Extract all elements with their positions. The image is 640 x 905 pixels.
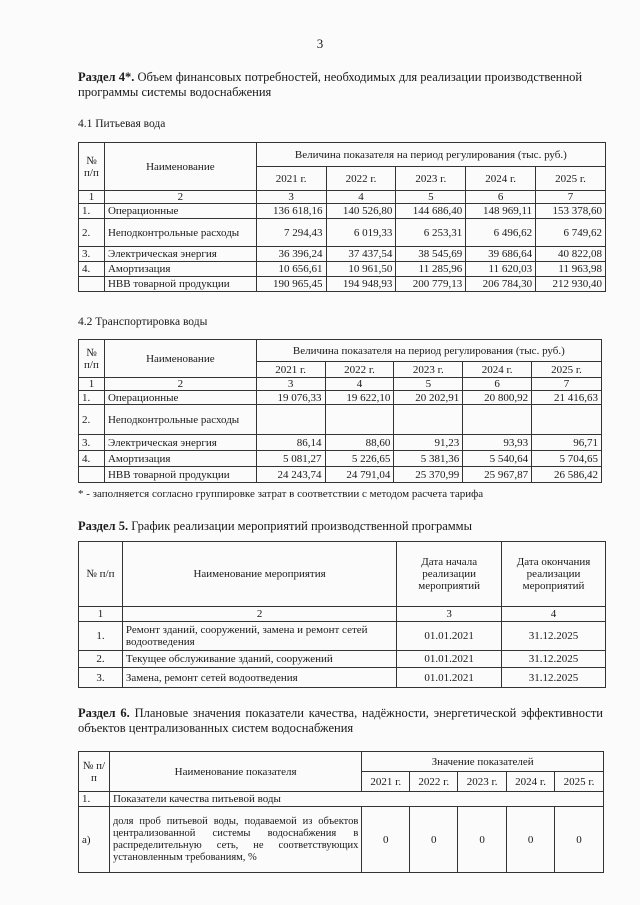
- row-number: 1.: [79, 622, 123, 651]
- row-number: 2.: [79, 651, 123, 668]
- row-name: Электрическая энергия: [104, 435, 256, 451]
- value-cell: 5 081,27: [256, 451, 325, 467]
- row-number: [79, 277, 105, 292]
- value-cell: 0: [507, 807, 555, 873]
- year-cell: 2025 г.: [532, 362, 602, 378]
- row-number: 3.: [79, 435, 105, 451]
- col-value-header: Величина показателя на период регулирования (тыс. руб.): [256, 340, 601, 362]
- value-cell: 39 686,64: [466, 247, 536, 262]
- value-cell: 7 294,43: [256, 219, 326, 247]
- value-cell: 25 370,99: [394, 467, 463, 483]
- col-value-header: Значение показателей: [362, 752, 604, 772]
- index-cell: 3: [397, 607, 502, 622]
- value-cell: [256, 405, 325, 435]
- value-cell: 11 620,03: [466, 262, 536, 277]
- row-number: 2.: [79, 405, 105, 435]
- value-cell: 40 822,08: [536, 247, 606, 262]
- section-4-label: Раздел 4*.: [78, 70, 135, 84]
- section-6-label: Раздел 6.: [78, 706, 130, 720]
- total-row: [79, 277, 606, 292]
- year-cell: 2024 г.: [463, 362, 532, 378]
- table-4-2: [78, 339, 602, 483]
- row-name: Операционные: [104, 391, 256, 405]
- table-row: [79, 391, 602, 405]
- section-4-title: Объем финансовых потребностей, необходимых для реализации производственной программы системы водоснабжения: [78, 70, 583, 99]
- section-6-heading: [78, 706, 603, 736]
- year-cell: 2023 г.: [394, 362, 463, 378]
- value-cell: [463, 405, 532, 435]
- table-row: [79, 668, 606, 688]
- table-row: [79, 807, 604, 873]
- row-name: Амортизация: [104, 262, 256, 277]
- row-number: 3.: [79, 668, 123, 688]
- value-cell: 0: [410, 807, 458, 873]
- col-num-header: № п/п: [79, 752, 110, 792]
- index-cell: 3: [256, 378, 325, 391]
- table-4-2-title: 4.2 Транспортировка воды: [78, 316, 208, 328]
- value-cell: 93,93: [463, 435, 532, 451]
- value-cell: 26 586,42: [532, 467, 602, 483]
- row-name: Электрическая энергия: [104, 247, 256, 262]
- year-cell: 2021 г.: [256, 362, 325, 378]
- index-cell: 4: [326, 191, 396, 204]
- row-name: Операционные: [104, 204, 256, 219]
- year-cell: 2022 г.: [410, 772, 458, 792]
- year-cell: 2025 г.: [555, 772, 604, 792]
- end-date: 31.12.2025: [502, 651, 606, 668]
- index-row: [79, 607, 606, 622]
- table-4-1: [78, 142, 606, 292]
- col-start-header: Дата начала реализации мероприятий: [397, 542, 502, 607]
- row-name: НВВ товарной продукции: [104, 277, 256, 292]
- value-cell: 0: [362, 807, 410, 873]
- section-5-title: График реализации мероприятий производственной программы: [131, 519, 472, 533]
- year-cell: 2021 г.: [256, 167, 326, 191]
- value-cell: 24 791,04: [325, 467, 394, 483]
- col-name-header: Наименование: [104, 340, 256, 378]
- index-cell: 7: [536, 191, 606, 204]
- index-cell: 7: [532, 378, 602, 391]
- row-number: 3.: [79, 247, 105, 262]
- index-cell: 6: [466, 191, 536, 204]
- index-cell: 2: [122, 607, 396, 622]
- value-cell: 0: [458, 807, 507, 873]
- year-cell: 2024 г.: [466, 167, 536, 191]
- table-row: [79, 247, 606, 262]
- section-4-heading: [78, 70, 588, 100]
- row-name: Ремонт зданий, сооружений, замена и ремонт сетей водоотведения: [122, 622, 396, 651]
- table-4-1-title: 4.1 Питьевая вода: [78, 118, 166, 130]
- value-cell: [394, 405, 463, 435]
- total-row: [79, 467, 602, 483]
- value-cell: 37 437,54: [326, 247, 396, 262]
- value-cell: 20 800,92: [463, 391, 532, 405]
- col-num-header: № п/п: [79, 542, 123, 607]
- col-num-header: № п/п: [79, 340, 105, 378]
- table-row: [79, 204, 606, 219]
- value-cell: 25 967,87: [463, 467, 532, 483]
- year-cell: 2025 г.: [536, 167, 606, 191]
- value-cell: 19 076,33: [256, 391, 325, 405]
- row-number: 4.: [79, 451, 105, 467]
- value-cell: 11 285,96: [396, 262, 466, 277]
- page-number: 3: [316, 36, 324, 51]
- row-number: а): [79, 807, 110, 873]
- value-cell: 86,14: [256, 435, 325, 451]
- value-cell: 5 226,65: [325, 451, 394, 467]
- value-cell: 5 540,64: [463, 451, 532, 467]
- value-cell: 24 243,74: [256, 467, 325, 483]
- table-row: [79, 622, 606, 651]
- value-cell: 144 686,40: [396, 204, 466, 219]
- value-cell: 88,60: [325, 435, 394, 451]
- value-cell: 20 202,91: [394, 391, 463, 405]
- value-cell: 6 749,62: [536, 219, 606, 247]
- value-cell: 5 704,65: [532, 451, 602, 467]
- value-cell: 206 784,30: [466, 277, 536, 292]
- footnote: * - заполняется согласно группировке затрат в соответствии с методом расчета тарифа: [78, 488, 484, 500]
- year-cell: 2024 г.: [507, 772, 555, 792]
- year-cell: 2023 г.: [458, 772, 507, 792]
- group-row: [79, 792, 604, 807]
- value-cell: 10 656,61: [256, 262, 326, 277]
- value-cell: [532, 405, 602, 435]
- value-cell: 212 930,40: [536, 277, 606, 292]
- table-row: [79, 435, 602, 451]
- col-name-header: Наименование показателя: [109, 752, 361, 792]
- year-cell: 2021 г.: [362, 772, 410, 792]
- value-cell: 91,23: [394, 435, 463, 451]
- year-cell: 2023 г.: [396, 167, 466, 191]
- section-5-heading: [78, 519, 598, 534]
- value-cell: 153 378,60: [536, 204, 606, 219]
- start-date: 01.01.2021: [397, 622, 502, 651]
- start-date: 01.01.2021: [397, 651, 502, 668]
- index-row: [79, 191, 606, 204]
- table-row: [79, 451, 602, 467]
- year-cell: 2022 г.: [325, 362, 394, 378]
- year-cell: 2022 г.: [326, 167, 396, 191]
- value-cell: 140 526,80: [326, 204, 396, 219]
- index-cell: 4: [325, 378, 394, 391]
- section-6-title: Плановые значения показатели качества, надёжности, энергетической эффективности объектов централизованных систем водоснабжения: [78, 706, 603, 735]
- table-6: [78, 751, 604, 873]
- value-cell: 96,71: [532, 435, 602, 451]
- row-name: НВВ товарной продукции: [104, 467, 256, 483]
- value-cell: 6 019,33: [326, 219, 396, 247]
- row-number: 1.: [79, 391, 105, 405]
- value-cell: 200 779,13: [396, 277, 466, 292]
- value-cell: 190 965,45: [256, 277, 326, 292]
- col-name-header: Наименование мероприятия: [122, 542, 396, 607]
- start-date: 01.01.2021: [397, 668, 502, 688]
- value-cell: 19 622,10: [325, 391, 394, 405]
- value-cell: 38 545,69: [396, 247, 466, 262]
- col-value-header: Величина показателя на период регулирования (тыс. руб.): [256, 143, 605, 167]
- index-cell: 3: [256, 191, 326, 204]
- value-cell: 6 496,62: [466, 219, 536, 247]
- end-date: 31.12.2025: [502, 668, 606, 688]
- value-cell: 194 948,93: [326, 277, 396, 292]
- table-row: [79, 219, 606, 247]
- index-cell: 1: [79, 378, 105, 391]
- table-row: [79, 651, 606, 668]
- index-cell: 1: [79, 191, 105, 204]
- index-cell: 1: [79, 607, 123, 622]
- index-cell: 6: [463, 378, 532, 391]
- value-cell: 0: [555, 807, 604, 873]
- value-cell: 36 396,24: [256, 247, 326, 262]
- index-cell: 5: [396, 191, 466, 204]
- row-name: доля проб питьевой воды, подаваемой из объектов централизованной системы водоснабжения в распределительную сеть, не соответствующих установленным требованиям, %: [109, 807, 361, 873]
- section-5-label: Раздел 5.: [78, 519, 129, 533]
- row-number: [79, 467, 105, 483]
- value-cell: 10 961,50: [326, 262, 396, 277]
- group-name: Показатели качества питьевой воды: [109, 792, 603, 807]
- row-name: Амортизация: [104, 451, 256, 467]
- index-cell: 2: [104, 378, 256, 391]
- col-num-header: № п/п: [79, 143, 105, 191]
- row-number: 4.: [79, 262, 105, 277]
- index-cell: 2: [104, 191, 256, 204]
- row-name: Замена, ремонт сетей водоотведения: [122, 668, 396, 688]
- col-name-header: Наименование: [104, 143, 256, 191]
- value-cell: 21 416,63: [532, 391, 602, 405]
- value-cell: 136 618,16: [256, 204, 326, 219]
- value-cell: 5 381,36: [394, 451, 463, 467]
- table-row: [79, 405, 602, 435]
- index-row: [79, 378, 602, 391]
- table-5: [78, 541, 606, 688]
- value-cell: [325, 405, 394, 435]
- value-cell: 6 253,31: [396, 219, 466, 247]
- index-cell: 5: [394, 378, 463, 391]
- table-row: [79, 262, 606, 277]
- index-cell: 4: [502, 607, 606, 622]
- value-cell: 148 969,11: [466, 204, 536, 219]
- row-number: 1.: [79, 792, 110, 807]
- end-date: 31.12.2025: [502, 622, 606, 651]
- row-number: 1.: [79, 204, 105, 219]
- row-name: Неподконтрольные расходы: [104, 405, 256, 435]
- row-name: Текущее обслуживание зданий, сооружений: [122, 651, 396, 668]
- row-name: Неподконтрольные расходы: [104, 219, 256, 247]
- col-end-header: Дата окончания реализации мероприятий: [502, 542, 606, 607]
- row-number: 2.: [79, 219, 105, 247]
- value-cell: 11 963,98: [536, 262, 606, 277]
